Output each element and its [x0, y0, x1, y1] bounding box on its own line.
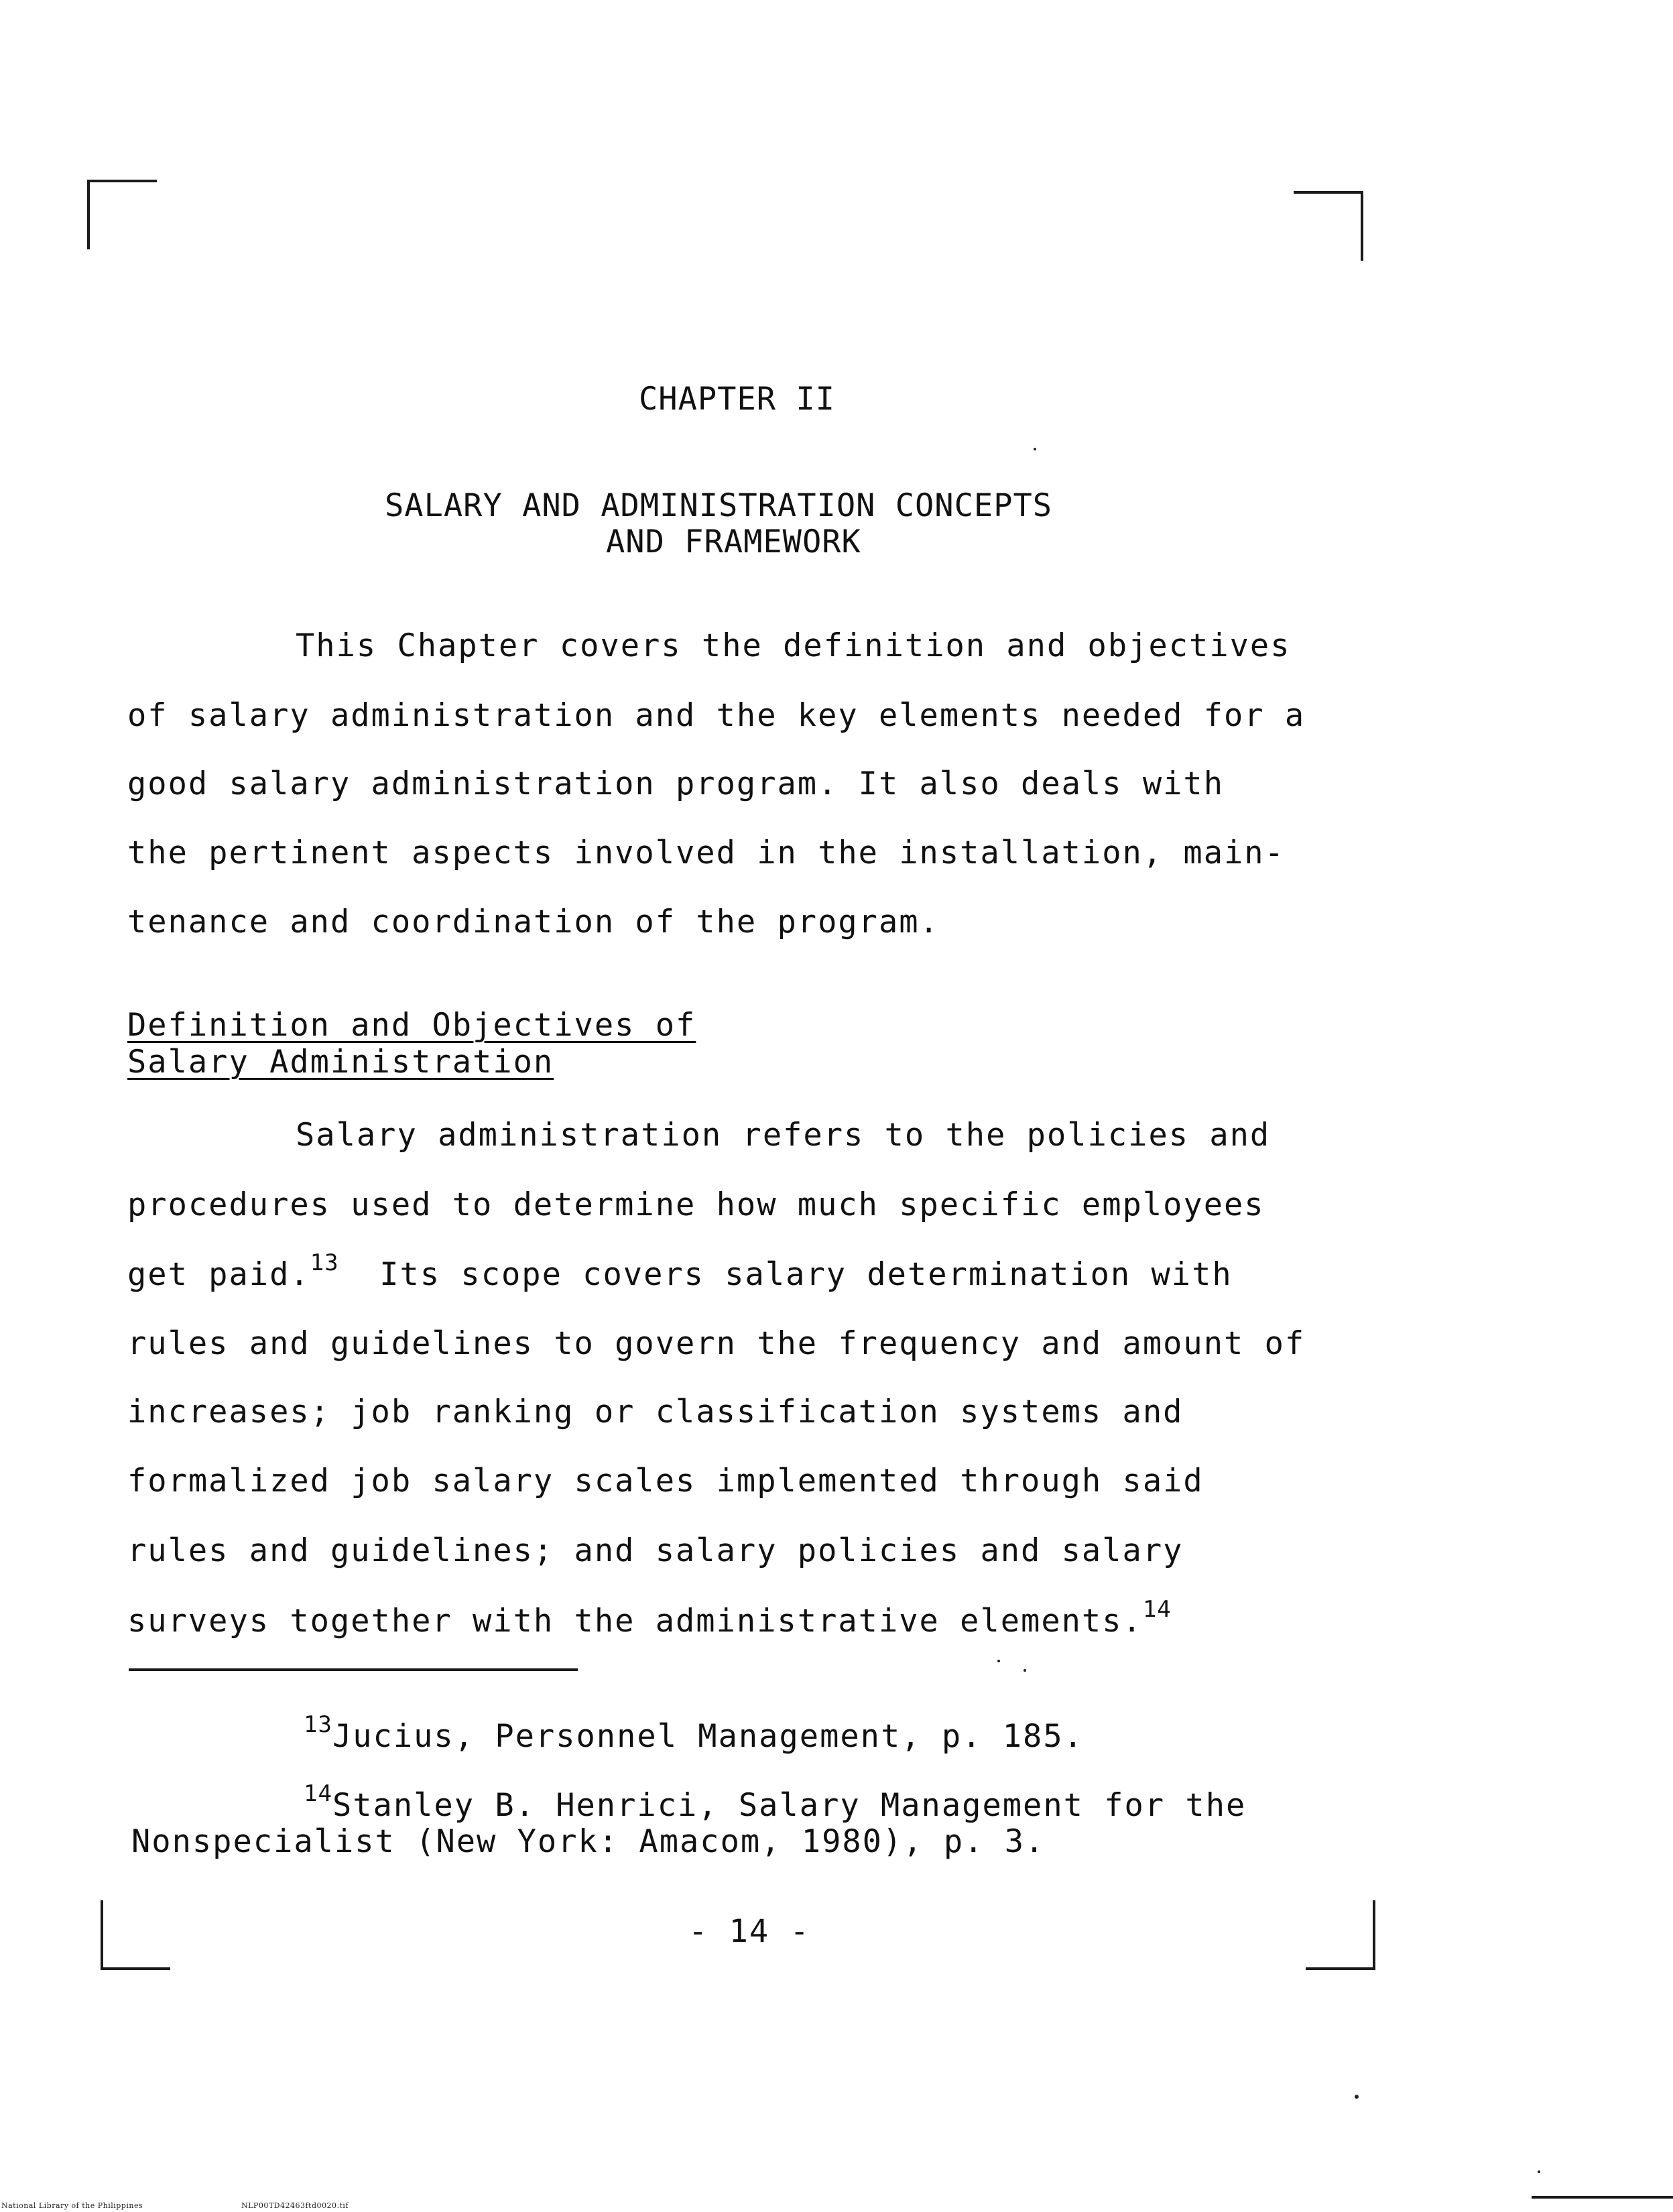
body-line-3 [127, 1249, 1233, 1293]
scan-speck [1355, 2095, 1359, 2099]
footnote-ref-14: 14 [1142, 1596, 1172, 1623]
scan-file-label: NLP00TD42463ftd0020.tif [241, 2201, 349, 2210]
footnote-14-text: Stanley B. Henrici, Salary Management for the [332, 1787, 1247, 1824]
crop-mark-top-right [1294, 191, 1363, 261]
body-line-8-text: surveys together with the administrative elements. [127, 1603, 1143, 1640]
footnote-13-text: Jucius, Personnel Management, p. 185. [332, 1718, 1084, 1755]
scan-speck [1024, 1669, 1026, 1672]
chapter-number: CHAPTER II [639, 381, 835, 418]
intro-line-3: good salary administration program. It also deals with [127, 765, 1225, 802]
scan-speck [997, 1660, 1000, 1662]
scan-speck [1034, 448, 1036, 450]
scan-footer-rule [1532, 2196, 1673, 2199]
chapter-title-line-1: SALARY AND ADMINISTRATION CONCEPTS [385, 487, 1053, 524]
page-number: - 14 - [688, 1913, 810, 1950]
intro-line-5: tenance and coordination of the program. [127, 904, 940, 940]
footnote-ref-13: 13 [310, 1249, 339, 1276]
intro-line-4: the pertinent aspects involved in the installation, main- [127, 835, 1285, 871]
body-line-8 [127, 1596, 1172, 1640]
body-line-3-text: get paid. [127, 1256, 310, 1293]
intro-line-2: of salary administration and the key elements needed for a [127, 697, 1306, 734]
footnote-14-line-2: Nonspecialist (New York: Amacom, 1980), p. 3. [131, 1823, 1046, 1860]
footnote-13 [304, 1711, 1084, 1755]
crop-mark-bottom-left [101, 1900, 170, 1970]
crop-mark-bottom-right [1306, 1900, 1375, 1970]
section-heading-line-1: Definition and Objectives of [127, 1007, 696, 1044]
footnote-14 [304, 1780, 1247, 1824]
footnote-13-mark: 13 [304, 1711, 332, 1738]
footnote-14-mark: 14 [304, 1780, 332, 1807]
body-line-1: Salary administration refers to the policies and [296, 1117, 1271, 1154]
body-line-4: rules and guidelines to govern the frequency and amount of [127, 1325, 1306, 1362]
scan-source-label: National Library of the Philippines [1, 2201, 143, 2210]
body-line-6: formalized job salary scales implemented through said [127, 1463, 1204, 1499]
chapter-title-line-2: AND FRAMEWORK [606, 524, 861, 560]
body-line-2: procedures used to determine how much specific employees [127, 1186, 1265, 1223]
footnote-separator [129, 1668, 578, 1671]
scan-speck [1538, 2170, 1540, 2173]
section-heading-line-2: Salary Administration [127, 1044, 554, 1081]
intro-line-1: This Chapter covers the definition and objectives [296, 627, 1291, 664]
body-line-3-cont: Its scope covers salary determination with [338, 1256, 1233, 1293]
body-line-5: increases; job ranking or classification systems and [127, 1394, 1184, 1430]
body-line-7: rules and guidelines; and salary policies and salary [127, 1532, 1184, 1569]
crop-mark-top-left [87, 180, 157, 249]
